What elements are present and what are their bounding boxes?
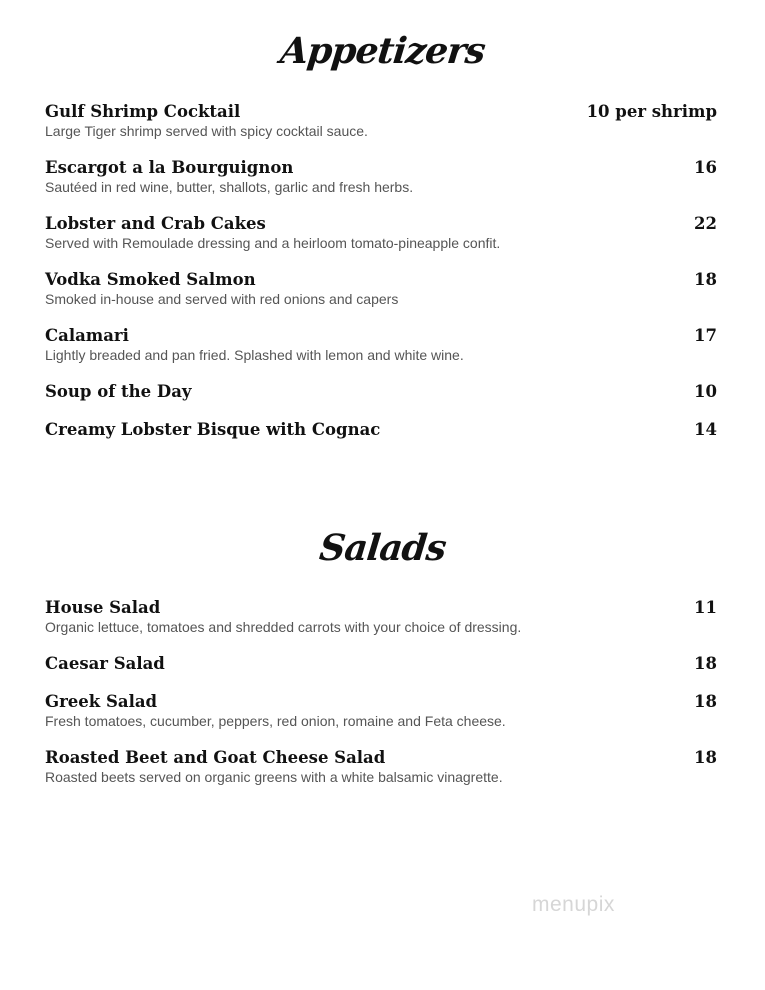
menu-item — [45, 747, 717, 803]
item-description: Served with Remoulade dressing and a heirloom tomato-pineapple confit. — [45, 235, 501, 251]
item-description: Large Tiger shrimp served with spicy cocktail sauce. — [45, 123, 368, 139]
menu-item — [45, 419, 717, 457]
menu-item — [45, 653, 717, 691]
menu-item — [45, 269, 717, 325]
item-name: Escargot a la Bourguignon — [45, 158, 294, 177]
item-name: Creamy Lobster Bisque with Cognac — [45, 420, 381, 439]
menu-item — [45, 325, 717, 381]
item-description: Roasted beets served on organic greens with a white balsamic vinagrette. — [45, 769, 503, 785]
menu-item — [45, 213, 717, 269]
item-price: 18 — [694, 270, 717, 289]
item-name: Gulf Shrimp Cocktail — [45, 102, 241, 121]
salads-list — [45, 597, 717, 803]
item-name: Calamari — [45, 326, 129, 345]
watermark-logo: menupix — [532, 893, 615, 916]
item-description: Lightly breaded and pan fried. Splashed with lemon and white wine. — [45, 347, 464, 363]
item-name: Roasted Beet and Goat Cheese Salad — [45, 748, 386, 767]
menu-item — [45, 597, 717, 653]
item-price: 18 — [694, 748, 717, 767]
item-name: Vodka Smoked Salmon — [45, 270, 256, 289]
salads-heading: Salads — [317, 527, 448, 569]
item-description: Smoked in-house and served with red onions and capers — [45, 291, 399, 307]
item-price: 16 — [694, 158, 717, 177]
item-name: Caesar Salad — [45, 654, 165, 673]
item-price: 10 — [694, 382, 717, 401]
item-price: 11 — [694, 598, 717, 617]
item-description: Fresh tomatoes, cucumber, peppers, red onion, romaine and Feta cheese. — [45, 713, 506, 729]
item-name: Soup of the Day — [45, 382, 192, 401]
appetizers-list — [45, 101, 717, 457]
menu-item — [45, 691, 717, 747]
menu-item — [45, 101, 717, 157]
item-name: House Salad — [45, 598, 161, 617]
item-name: Lobster and Crab Cakes — [45, 214, 266, 233]
menu-item — [45, 381, 717, 419]
item-description: Sautéed in red wine, butter, shallots, garlic and fresh herbs. — [45, 179, 414, 195]
item-price: 18 — [694, 692, 717, 711]
item-price: 18 — [694, 654, 717, 673]
item-price: 10 per shrimp — [586, 102, 717, 121]
menu-item — [45, 157, 717, 213]
item-price: 22 — [694, 214, 717, 233]
item-name: Greek Salad — [45, 692, 158, 711]
item-price: 17 — [694, 326, 717, 345]
appetizers-heading: Appetizers — [278, 30, 487, 72]
item-description: Organic lettuce, tomatoes and shredded carrots with your choice of dressing. — [45, 619, 522, 635]
item-price: 14 — [694, 420, 717, 439]
